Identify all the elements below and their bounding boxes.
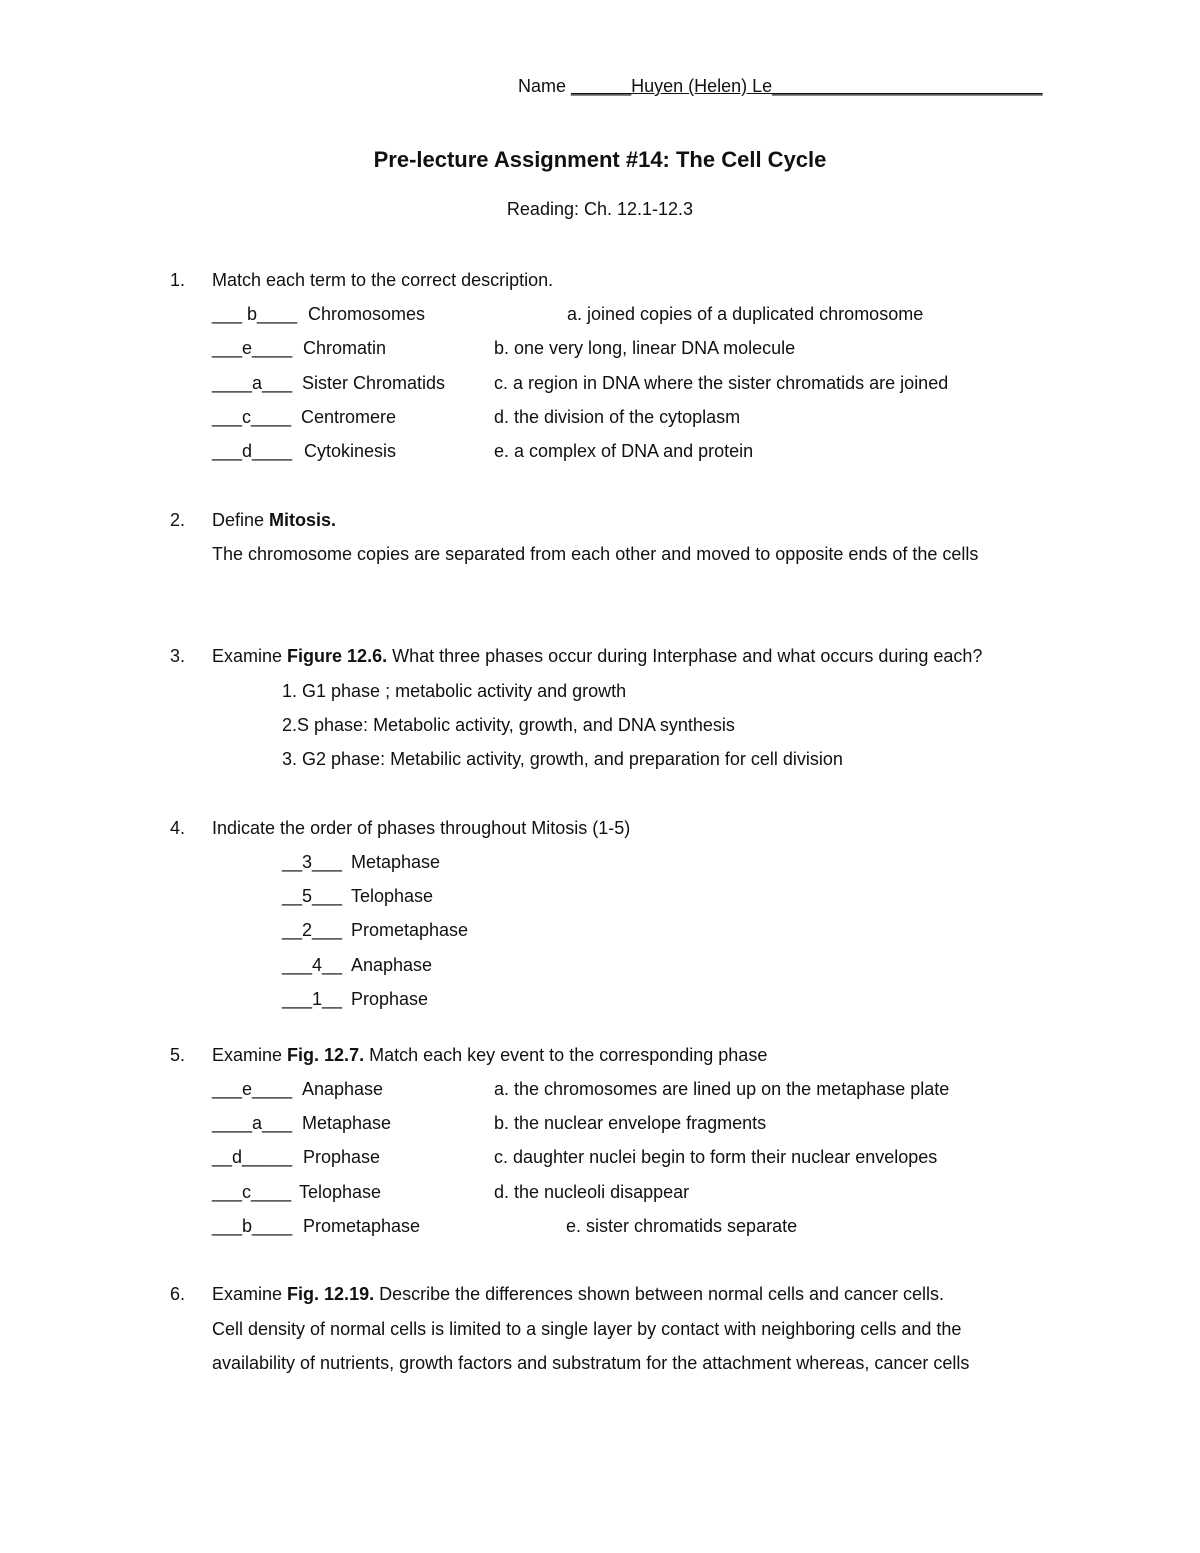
- q5-description: c. daughter nuclei begin to form their nuclear envelopes: [494, 1147, 938, 1167]
- question-3-prompt: [212, 645, 982, 667]
- q5-term: Prophase: [303, 1147, 381, 1167]
- q5-blank: ___b____: [212, 1216, 293, 1236]
- q1-term: Cytokinesis: [304, 441, 397, 461]
- q5-prompt-text: Examine: [212, 1045, 288, 1065]
- q6-answer-line: Cell density of normal cells is limited to a single layer by contact with neighboring cells and the: [212, 1319, 962, 1339]
- name-line: [518, 75, 1042, 97]
- name-label: Name: [518, 76, 567, 96]
- question-number: 3.: [170, 646, 186, 666]
- q1-term: Centromere: [301, 407, 397, 427]
- q5-term: Prometaphase: [303, 1216, 421, 1236]
- q1-term: Sister Chromatids: [302, 373, 446, 393]
- question-number: 6.: [170, 1284, 186, 1304]
- q1-description: d. the division of the cytoplasm: [494, 407, 741, 427]
- q5-blank: ___c____: [212, 1182, 292, 1202]
- q5-description: b. the nuclear envelope fragments: [494, 1113, 767, 1133]
- q1-description: c. a region in DNA where the sister chromatids are joined: [494, 373, 949, 393]
- q4-phase: Anaphase: [351, 955, 433, 975]
- question-number: 1.: [170, 270, 186, 290]
- q1-term: Chromosomes: [308, 304, 426, 324]
- q5-term: Anaphase: [302, 1079, 384, 1099]
- q1-blank: ___ b____: [212, 304, 298, 324]
- q1-blank: ___c____: [212, 407, 292, 427]
- q4-blank: ___1__: [282, 989, 343, 1009]
- q5-blank: ____a___: [212, 1113, 293, 1133]
- q3-answer: 1. G1 phase ; metabolic activity and growth: [282, 681, 627, 701]
- q2-prompt-bold: Mitosis.: [269, 510, 337, 530]
- q3-prompt-suffix: What three phases occur during Interphase and what occurs during each?: [387, 646, 983, 666]
- question-number: 4.: [170, 818, 186, 838]
- q4-blank: __2___: [282, 920, 343, 940]
- question-2-prompt: [212, 509, 336, 531]
- name-value: ______Huyen (Helen) Le___________________________: [571, 76, 1043, 96]
- q5-term: Telophase: [299, 1182, 382, 1202]
- q3-answer: 2.S phase: Metabolic activity, growth, and DNA synthesis: [282, 715, 735, 735]
- q4-phase: Prophase: [351, 989, 429, 1009]
- question-number: 2.: [170, 510, 186, 530]
- q5-description: d. the nucleoli disappear: [494, 1182, 690, 1202]
- question-1-prompt: Match each term to the correct description.: [212, 270, 554, 290]
- q1-description: b. one very long, linear DNA molecule: [494, 338, 796, 358]
- q5-blank: ___e____: [212, 1079, 293, 1099]
- q6-answer-line: availability of nutrients, growth factors and substratum for the attachment whereas, cancer cells: [212, 1353, 970, 1373]
- q5-prompt-bold: Fig. 12.7.: [287, 1045, 365, 1065]
- q3-prompt-bold: Figure 12.6.: [287, 646, 388, 666]
- q5-description: a. the chromosomes are lined up on the metaphase plate: [494, 1079, 950, 1099]
- page-title: Pre-lecture Assignment #14: The Cell Cycle: [373, 147, 827, 172]
- q1-blank: ___d____: [212, 441, 293, 461]
- q1-description: e. a complex of DNA and protein: [494, 441, 754, 461]
- q3-answer: 3. G2 phase: Metabilic activity, growth, and preparation for cell division: [282, 749, 843, 769]
- q6-prompt-text: Examine: [212, 1284, 288, 1304]
- q4-blank: ___4__: [282, 955, 343, 975]
- q5-prompt-suffix: Match each key event to the corresponding phase: [364, 1045, 768, 1065]
- q2-prompt-text: Define: [212, 510, 270, 530]
- q5-description: e. sister chromatids separate: [566, 1216, 798, 1236]
- question-number: 5.: [170, 1045, 186, 1065]
- q5-blank: __d_____: [212, 1147, 293, 1167]
- q4-phase: Telophase: [351, 886, 434, 906]
- q4-blank: __3___: [282, 852, 343, 872]
- q1-blank: ____a___: [212, 373, 293, 393]
- q6-prompt-bold: Fig. 12.19.: [287, 1284, 375, 1304]
- question-4-prompt: Indicate the order of phases throughout Mitosis (1-5): [212, 818, 631, 838]
- q5-term: Metaphase: [302, 1113, 392, 1133]
- q4-phase: Metaphase: [351, 852, 441, 872]
- question-5-prompt: [212, 1044, 767, 1066]
- reading-line: Reading: Ch. 12.1-12.3: [506, 199, 694, 219]
- q3-prompt-text: Examine: [212, 646, 288, 666]
- question-2-answer: The chromosome copies are separated from each other and moved to opposite ends of the cells: [212, 544, 979, 564]
- q1-description: a. joined copies of a duplicated chromosome: [567, 304, 924, 324]
- q4-phase: Prometaphase: [351, 920, 469, 940]
- q1-term: Chromatin: [303, 338, 387, 358]
- q1-blank: ___e____: [212, 338, 293, 358]
- q6-prompt-suffix: Describe the differences shown between normal cells and cancer cells.: [374, 1284, 945, 1304]
- question-6-prompt: [212, 1283, 944, 1305]
- q4-blank: __5___: [282, 886, 343, 906]
